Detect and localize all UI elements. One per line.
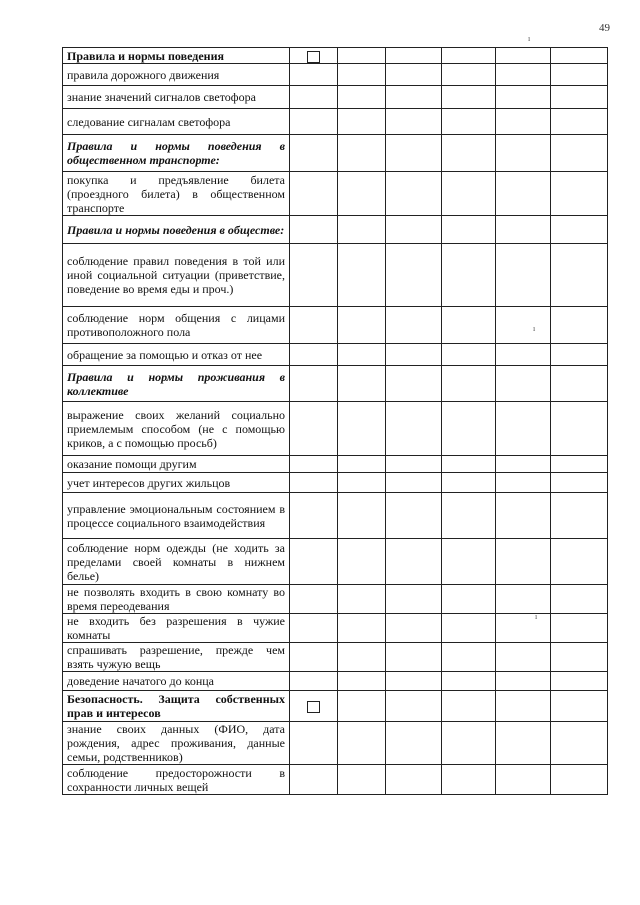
- assessment-cell[interactable]: [338, 722, 386, 765]
- assessment-cell[interactable]: [386, 109, 442, 135]
- assessment-cell[interactable]: [290, 643, 338, 672]
- section-title: Правила и нормы поведения в общественном транспорте:: [63, 135, 290, 172]
- row-label: спрашивать разрешение, прежде чем взять чужую вещь: [63, 643, 290, 672]
- row-label: выражение своих желаний социально приемлемым способом (не с помощью криков, а с помощью просьб): [63, 402, 290, 456]
- table-row: [63, 539, 608, 585]
- assessment-cell[interactable]: [338, 643, 386, 672]
- page-number: 49: [599, 22, 610, 34]
- assessment-cell[interactable]: [386, 402, 442, 456]
- assessment-cell[interactable]: [290, 722, 338, 765]
- assessment-cell[interactable]: [551, 172, 608, 216]
- assessment-cell[interactable]: [290, 244, 338, 307]
- table-row: [63, 86, 608, 109]
- table-row: [63, 64, 608, 86]
- assessment-cell[interactable]: [551, 722, 608, 765]
- assessment-cell[interactable]: [496, 539, 551, 585]
- assessment-cell[interactable]: [386, 307, 442, 344]
- table-row: [63, 672, 608, 691]
- assessment-cell[interactable]: [496, 244, 551, 307]
- assessment-cell[interactable]: [551, 614, 608, 643]
- assessment-cell[interactable]: [442, 473, 496, 493]
- assessment-cell[interactable]: [386, 64, 442, 86]
- assessment-cell[interactable]: [496, 366, 551, 402]
- assessment-cell[interactable]: [551, 691, 608, 722]
- assessment-cell[interactable]: [338, 539, 386, 585]
- assessment-cell[interactable]: [551, 307, 608, 344]
- table-section-row: [63, 135, 608, 172]
- assessment-cell[interactable]: [442, 643, 496, 672]
- assessment-cell[interactable]: [290, 539, 338, 585]
- assessment-table: [62, 47, 608, 795]
- assessment-cell[interactable]: [551, 109, 608, 135]
- assessment-cell[interactable]: [442, 539, 496, 585]
- table-row: [63, 493, 608, 539]
- section-title: Правила и нормы проживания в коллективе: [63, 366, 290, 402]
- assessment-cell[interactable]: [551, 366, 608, 402]
- assessment-cell[interactable]: [338, 585, 386, 614]
- assessment-cell[interactable]: [442, 672, 496, 691]
- row-label: обращение за помощью и отказ от нее: [63, 344, 290, 366]
- assessment-cell[interactable]: [442, 109, 496, 135]
- checkbox-icon[interactable]: [307, 701, 320, 713]
- table-row: [63, 765, 608, 795]
- assessment-cell[interactable]: [290, 456, 338, 473]
- assessment-cell[interactable]: [496, 64, 551, 86]
- assessment-cell[interactable]: [338, 86, 386, 109]
- table-section-row: [63, 366, 608, 402]
- assessment-cell[interactable]: [290, 86, 338, 109]
- assessment-cell[interactable]: [496, 109, 551, 135]
- row-label: знание значений сигналов светофора: [63, 86, 290, 109]
- assessment-cell[interactable]: [496, 765, 551, 795]
- assessment-cell[interactable]: [386, 691, 442, 722]
- section-title: Правила и нормы поведения: [63, 48, 290, 64]
- assessment-cell[interactable]: [290, 216, 338, 244]
- assessment-cell[interactable]: [338, 244, 386, 307]
- row-label: не входить без разрешения в чужие комнаты: [63, 614, 290, 643]
- assessment-cell[interactable]: [496, 344, 551, 366]
- scan-speck: ı: [528, 34, 531, 43]
- assessment-cell[interactable]: [442, 216, 496, 244]
- assessment-cell[interactable]: [496, 691, 551, 722]
- assessment-cell[interactable]: [386, 344, 442, 366]
- table-section-row: [63, 48, 608, 64]
- assessment-cell[interactable]: [496, 307, 551, 344]
- assessment-cell[interactable]: [442, 722, 496, 765]
- assessment-cell[interactable]: [290, 344, 338, 366]
- row-label: следование сигналам светофора: [63, 109, 290, 135]
- table-row: [63, 585, 608, 614]
- assessment-cell[interactable]: [496, 493, 551, 539]
- table-row: [63, 344, 608, 366]
- assessment-cell[interactable]: [442, 172, 496, 216]
- assessment-cell[interactable]: [290, 109, 338, 135]
- assessment-cell[interactable]: [442, 307, 496, 344]
- assessment-cell[interactable]: [442, 456, 496, 473]
- assessment-cell[interactable]: [338, 691, 386, 722]
- assessment-cell[interactable]: [551, 539, 608, 585]
- assessment-cell[interactable]: [496, 48, 551, 64]
- assessment-cell[interactable]: [496, 614, 551, 643]
- assessment-cell[interactable]: [338, 172, 386, 216]
- assessment-cell[interactable]: [442, 64, 496, 86]
- assessment-cell[interactable]: [496, 456, 551, 473]
- assessment-cell[interactable]: [442, 402, 496, 456]
- table-row: [63, 109, 608, 135]
- assessment-cell[interactable]: [338, 672, 386, 691]
- assessment-cell[interactable]: [442, 366, 496, 402]
- assessment-cell[interactable]: [338, 493, 386, 539]
- assessment-cell[interactable]: [290, 307, 338, 344]
- table-row: [63, 307, 608, 344]
- assessment-cell[interactable]: [338, 765, 386, 795]
- assessment-cell[interactable]: [290, 614, 338, 643]
- table-row: [63, 244, 608, 307]
- assessment-cell[interactable]: [496, 672, 551, 691]
- assessment-cell[interactable]: [551, 244, 608, 307]
- assessment-cell[interactable]: [442, 765, 496, 795]
- assessment-cell[interactable]: [496, 86, 551, 109]
- assessment-cell[interactable]: [386, 493, 442, 539]
- assessment-cell[interactable]: [442, 244, 496, 307]
- assessment-cell[interactable]: [290, 672, 338, 691]
- assessment-cell[interactable]: [551, 473, 608, 493]
- assessment-cell[interactable]: [338, 456, 386, 473]
- assessment-cell[interactable]: [386, 172, 442, 216]
- assessment-cell[interactable]: [442, 493, 496, 539]
- checkbox-icon[interactable]: [307, 51, 320, 63]
- assessment-cell[interactable]: [496, 722, 551, 765]
- table-section-row: [63, 691, 608, 722]
- table-row: [63, 456, 608, 473]
- scan-speck: ı: [533, 324, 536, 333]
- assessment-cell[interactable]: [551, 48, 608, 64]
- assessment-cell[interactable]: [551, 402, 608, 456]
- row-label: доведение начатого до конца: [63, 672, 290, 691]
- row-label: знание своих данных (ФИО, дата рождения, адрес проживания, данные семьи, родственников): [63, 722, 290, 765]
- assessment-cell[interactable]: [386, 244, 442, 307]
- assessment-cell[interactable]: [442, 135, 496, 172]
- assessment-cell[interactable]: [442, 614, 496, 643]
- row-label: правила дорожного движения: [63, 64, 290, 86]
- table-section-row: [63, 216, 608, 244]
- table-row: [63, 402, 608, 456]
- table-row: [63, 722, 608, 765]
- assessment-cell[interactable]: [496, 643, 551, 672]
- assessment-cell[interactable]: [386, 614, 442, 643]
- table-row: [63, 614, 608, 643]
- assessment-cell[interactable]: [338, 344, 386, 366]
- assessment-cell[interactable]: [551, 585, 608, 614]
- assessment-cell[interactable]: [551, 643, 608, 672]
- assessment-cell[interactable]: [338, 614, 386, 643]
- assessment-cell[interactable]: [338, 135, 386, 172]
- row-label: соблюдение норм общения с лицами противоположного пола: [63, 307, 290, 344]
- assessment-cell[interactable]: [496, 585, 551, 614]
- table-row: [63, 473, 608, 493]
- assessment-cell[interactable]: [386, 86, 442, 109]
- row-label: соблюдение правил поведения в той или иной социальной ситуации (приветствие, поведение во время еды и проч.): [63, 244, 290, 307]
- assessment-cell[interactable]: [386, 473, 442, 493]
- assessment-cell[interactable]: [386, 216, 442, 244]
- assessment-cell[interactable]: [386, 456, 442, 473]
- row-label: учет интересов других жильцов: [63, 473, 290, 493]
- assessment-cell[interactable]: [551, 216, 608, 244]
- assessment-cell[interactable]: [290, 402, 338, 456]
- assessment-cell[interactable]: [551, 765, 608, 795]
- row-label: покупка и предъявление билета (проездного билета) в общественном транспорте: [63, 172, 290, 216]
- assessment-cell[interactable]: [338, 402, 386, 456]
- assessment-cell[interactable]: [338, 216, 386, 244]
- assessment-cell[interactable]: [386, 366, 442, 402]
- assessment-cell[interactable]: [386, 539, 442, 585]
- assessment-cell[interactable]: [290, 64, 338, 86]
- assessment-cell[interactable]: [496, 402, 551, 456]
- row-label: соблюдение норм одежды (не ходить за пределами своей комнаты в нижнем белье): [63, 539, 290, 585]
- row-label: управление эмоциональным состоянием в процессе социального взаимодействия: [63, 493, 290, 539]
- assessment-cell[interactable]: [386, 48, 442, 64]
- table-row: [63, 643, 608, 672]
- assessment-cell[interactable]: [551, 64, 608, 86]
- row-label: не позволять входить в свою комнату во время переодевания: [63, 585, 290, 614]
- table-row: [63, 172, 608, 216]
- section-title: Правила и нормы поведения в обществе:: [63, 216, 290, 244]
- assessment-cell[interactable]: [386, 672, 442, 691]
- row-label: соблюдение предосторожности в сохранности личных вещей: [63, 765, 290, 795]
- assessment-cell[interactable]: [386, 765, 442, 795]
- assessment-cell[interactable]: [290, 473, 338, 493]
- assessment-cell[interactable]: [290, 585, 338, 614]
- assessment-cell[interactable]: [290, 172, 338, 216]
- assessment-cell[interactable]: [338, 307, 386, 344]
- assessment-cell[interactable]: [386, 135, 442, 172]
- scan-speck: ı: [535, 612, 538, 621]
- assessment-cell[interactable]: [551, 456, 608, 473]
- assessment-cell[interactable]: [442, 86, 496, 109]
- assessment-cell[interactable]: [496, 172, 551, 216]
- assessment-cell[interactable]: [290, 691, 338, 722]
- assessment-cell[interactable]: [290, 366, 338, 402]
- assessment-cell[interactable]: [290, 48, 338, 64]
- assessment-cell[interactable]: [551, 493, 608, 539]
- assessment-cell[interactable]: [551, 344, 608, 366]
- assessment-cell[interactable]: [496, 473, 551, 493]
- assessment-cell[interactable]: [551, 672, 608, 691]
- assessment-cell[interactable]: [496, 135, 551, 172]
- assessment-cell[interactable]: [551, 86, 608, 109]
- assessment-cell[interactable]: [496, 216, 551, 244]
- assessment-cell[interactable]: [386, 722, 442, 765]
- assessment-cell[interactable]: [290, 765, 338, 795]
- assessment-cell[interactable]: [290, 493, 338, 539]
- assessment-cell[interactable]: [551, 135, 608, 172]
- assessment-cell[interactable]: [338, 366, 386, 402]
- row-label: оказание помощи другим: [63, 456, 290, 473]
- section-title: Безопасность. Защита собственных прав и интересов: [63, 691, 290, 722]
- assessment-cell[interactable]: [338, 473, 386, 493]
- assessment-cell[interactable]: [338, 109, 386, 135]
- assessment-cell[interactable]: [442, 585, 496, 614]
- assessment-cell[interactable]: [386, 643, 442, 672]
- assessment-cell[interactable]: [338, 64, 386, 86]
- assessment-cell[interactable]: [290, 135, 338, 172]
- assessment-cell[interactable]: [442, 691, 496, 722]
- assessment-cell[interactable]: [442, 344, 496, 366]
- assessment-cell[interactable]: [442, 48, 496, 64]
- assessment-cell[interactable]: [338, 48, 386, 64]
- assessment-cell[interactable]: [386, 585, 442, 614]
